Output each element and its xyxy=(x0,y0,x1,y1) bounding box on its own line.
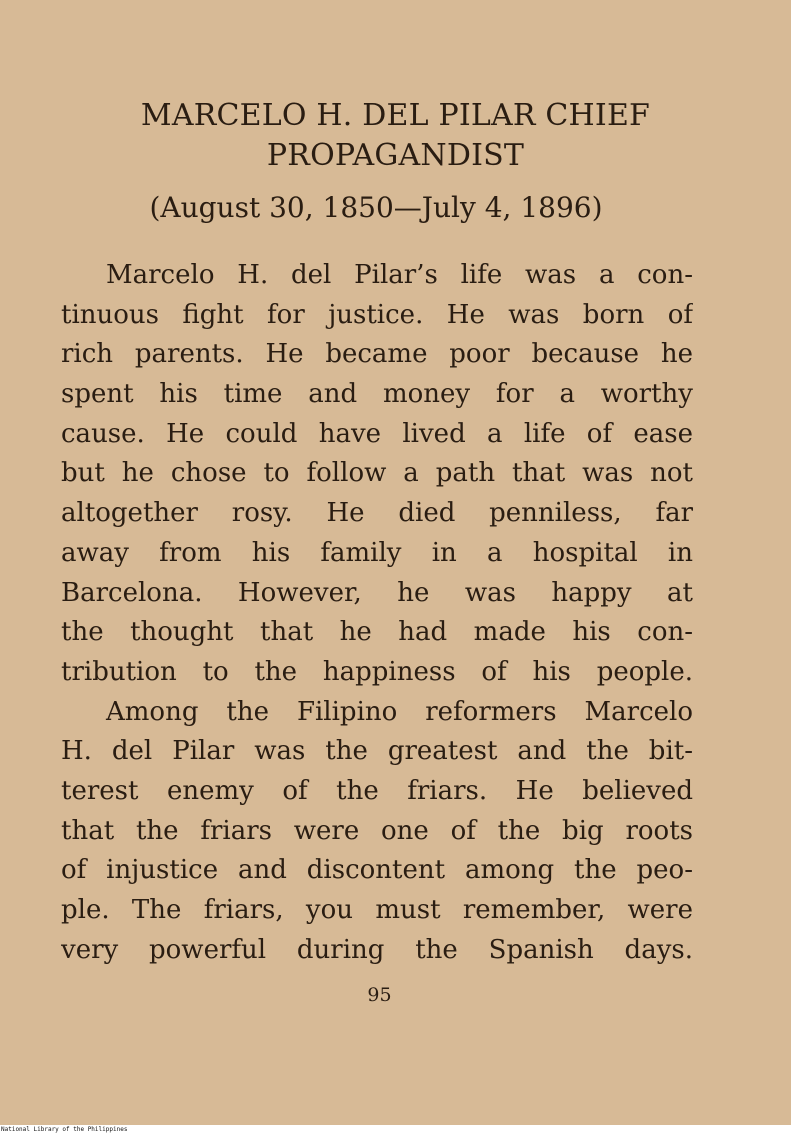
page-title xyxy=(0,96,791,176)
page-number: 95 xyxy=(367,984,392,1006)
text-line: tinuous fight for justice. He was born of xyxy=(61,299,693,330)
text-line: of injustice and discontent among the peo- xyxy=(61,855,693,886)
paragraph xyxy=(61,693,693,971)
text-line: spent his time and money for a worthy xyxy=(61,379,693,410)
body-text xyxy=(61,256,693,970)
text-line: very powerful during the Spanish days. xyxy=(61,934,693,965)
date-range: (August 30, 1850—July 4, 1896) xyxy=(149,191,603,224)
text-line: tribution to the happiness of his people. xyxy=(61,656,693,687)
text-line: cause. He could have lived a life of ease xyxy=(61,418,693,449)
library-watermark: National Library of the Philippines xyxy=(1,1126,128,1133)
text-line: Among the Filipino reformers Marcelo xyxy=(106,696,693,727)
text-line: away from his family in a hospital in xyxy=(61,537,693,568)
text-line: Barcelona. However, he was happy at xyxy=(61,577,693,608)
text-line: ple. The friars, you must remember, were xyxy=(61,895,693,925)
text-line: terest enemy of the friars. He believed xyxy=(61,775,693,806)
paragraph xyxy=(61,256,693,693)
text-line: but he chose to follow a path that was not xyxy=(61,458,693,489)
text-line: Marcelo H. del Pilar’s life was a con- xyxy=(106,260,693,290)
text-line: rich parents. He became poor because he xyxy=(61,339,693,370)
text-line: altogether rosy. He died penniless, far xyxy=(61,498,693,529)
title-line: PROPAGANDIST xyxy=(266,138,525,173)
text-line: the thought that he had made his con- xyxy=(61,617,693,648)
title-line: MARCELO H. DEL PILAR CHIEF xyxy=(140,98,651,133)
text-line: that the friars were one of the big roots xyxy=(61,815,693,846)
text-line: H. del Pilar was the greatest and the bit- xyxy=(61,736,693,767)
